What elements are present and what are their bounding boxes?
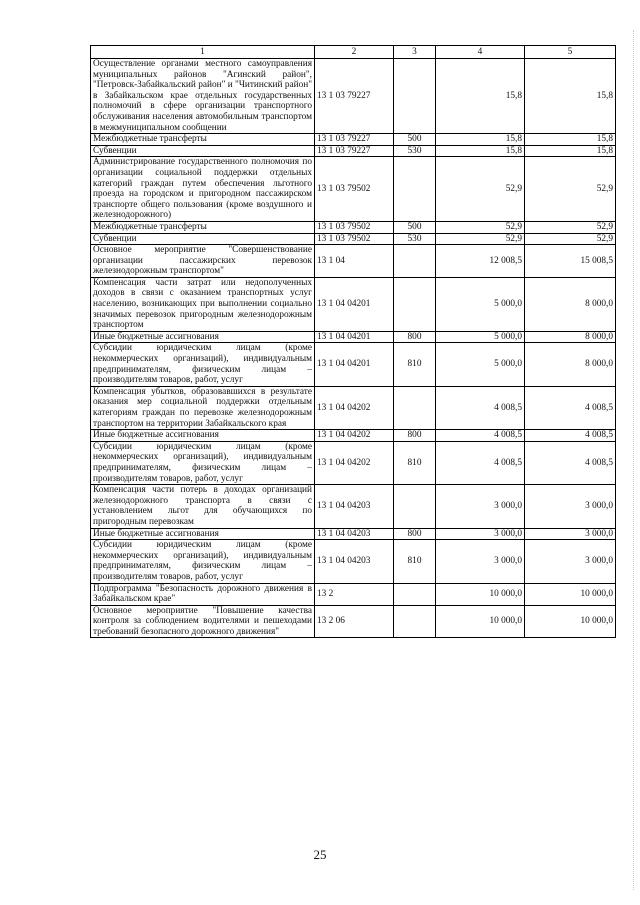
table-row <box>91 605 616 638</box>
row-type-cell: 810 <box>394 343 436 386</box>
row-name-cell: Субсидии юридическим лицам (кроме некоммерческих организаций), индивидуальным предпринимателям, физическим лицам – производителям товаров, работ, услуг <box>91 441 315 484</box>
row-type-cell: 810 <box>394 540 436 583</box>
table-row <box>91 277 616 331</box>
row-value-2020-cell: 8 000,0 <box>525 331 616 343</box>
row-type-cell: 500 <box>394 134 436 146</box>
row-code-cell: 13 1 04 04201 <box>315 343 394 386</box>
row-value-2019-cell: 10 000,0 <box>436 583 525 605</box>
row-value-2020-cell: 4 008,5 <box>525 441 616 484</box>
row-value-2019-cell: 3 000,0 <box>436 485 525 528</box>
row-code-cell: 13 1 04 04203 <box>315 528 394 540</box>
row-value-2019-cell: 3 000,0 <box>436 528 525 540</box>
header-col-5: 5 <box>525 46 616 59</box>
row-name-cell: Основное мероприятие "Повышение качества контроля за соблюдением водителями и пешеходами требований безопасного дорожного движения" <box>91 605 315 638</box>
row-value-2019-cell: 15,8 <box>436 134 525 146</box>
table-row <box>91 331 616 343</box>
header-col-2: 2 <box>315 46 394 59</box>
row-code-cell: 13 1 04 04203 <box>315 485 394 528</box>
row-value-2020-cell: 10 000,0 <box>525 605 616 638</box>
header-row <box>91 46 616 59</box>
row-code-cell: 13 1 04 04203 <box>315 540 394 583</box>
row-value-2020-cell: 52,9 <box>525 157 616 222</box>
row-name-cell: Межбюджетные трансферты <box>91 221 315 233</box>
page-number: 25 <box>313 847 327 862</box>
row-name-cell: Осуществление органами местного самоуправления муниципальных районов "Агинский район", "Петровск-Забайкальский район" и "Читинский район" в Забайкальском крае отдельных государственных полномочий в сфере организации транспортного обслуживания населения автомобильным транспортом в межмуниципальном сообщении <box>91 59 315 134</box>
row-code-cell: 13 1 04 04201 <box>315 331 394 343</box>
row-name-cell: Основное мероприятие "Совершенствование организации пассажирских перевозок железнодорожным транспортом" <box>91 245 315 278</box>
table-row <box>91 157 616 222</box>
row-code-cell: 13 1 04 <box>315 245 394 278</box>
row-type-cell: 800 <box>394 528 436 540</box>
row-name-cell: Субвенции <box>91 233 315 245</box>
header-col-4: 4 <box>436 46 525 59</box>
row-value-2020-cell: 15 008,5 <box>525 245 616 278</box>
row-name-cell: Субсидии юридическим лицам (кроме некоммерческих организаций), индивидуальным предпринимателям, физическим лицам – производителям товаров, работ, услуг <box>91 343 315 386</box>
table-row <box>91 485 616 528</box>
budget-table <box>90 45 616 638</box>
row-type-cell <box>394 157 436 222</box>
row-type-cell: 500 <box>394 221 436 233</box>
row-value-2019-cell: 15,8 <box>436 59 525 134</box>
row-code-cell: 13 1 04 04202 <box>315 386 394 429</box>
row-code-cell: 13 1 03 79502 <box>315 157 394 222</box>
row-value-2019-cell: 52,9 <box>436 221 525 233</box>
row-code-cell: 13 1 04 04202 <box>315 441 394 484</box>
table-row <box>91 441 616 484</box>
row-value-2019-cell: 4 008,5 <box>436 430 525 442</box>
row-value-2019-cell: 4 008,5 <box>436 386 525 429</box>
row-code-cell: 13 1 04 04201 <box>315 277 394 331</box>
row-name-cell: Компенсация убытков, образовавшихся в результате оказания мер социальной поддержки отдельным категориям граждан по перевозке железнодорожным транспортом на территории Забайкальского края <box>91 386 315 429</box>
table-row <box>91 233 616 245</box>
row-value-2020-cell: 10 000,0 <box>525 583 616 605</box>
table-row <box>91 245 616 278</box>
row-type-cell <box>394 605 436 638</box>
row-code-cell: 13 1 03 79227 <box>315 59 394 134</box>
table-row <box>91 221 616 233</box>
row-type-cell <box>394 277 436 331</box>
row-value-2019-cell: 5 000,0 <box>436 277 525 331</box>
row-value-2019-cell: 15,8 <box>436 145 525 157</box>
row-type-cell <box>394 386 436 429</box>
row-type-cell <box>394 485 436 528</box>
table-row <box>91 343 616 386</box>
row-name-cell: Иные бюджетные ассигнования <box>91 331 315 343</box>
row-name-cell: Межбюджетные трансферты <box>91 134 315 146</box>
row-type-cell <box>394 245 436 278</box>
row-value-2019-cell: 5 000,0 <box>436 331 525 343</box>
row-name-cell: Иные бюджетные ассигнования <box>91 430 315 442</box>
row-code-cell: 13 1 04 04202 <box>315 430 394 442</box>
table-body <box>91 59 616 638</box>
row-code-cell: 13 1 03 79502 <box>315 221 394 233</box>
row-value-2020-cell: 15,8 <box>525 134 616 146</box>
row-type-cell: 530 <box>394 145 436 157</box>
row-value-2020-cell: 3 000,0 <box>525 528 616 540</box>
row-type-cell: 810 <box>394 441 436 484</box>
row-value-2019-cell: 5 000,0 <box>436 343 525 386</box>
row-value-2020-cell: 8 000,0 <box>525 343 616 386</box>
row-value-2019-cell: 10 000,0 <box>436 605 525 638</box>
row-value-2020-cell: 15,8 <box>525 59 616 134</box>
row-code-cell: 13 1 03 79227 <box>315 145 394 157</box>
row-name-cell: Администрирование государственного полномочия по организации социальной поддержки отдельных категорий граждан путем обеспечения льготного проезда на городском и пригородном пассажирском транспорте общего пользования (кроме воздушного и железнодорожного) <box>91 157 315 222</box>
row-value-2019-cell: 12 008,5 <box>436 245 525 278</box>
row-value-2020-cell: 52,9 <box>525 221 616 233</box>
table-row <box>91 583 616 605</box>
row-name-cell: Компенсация части потерь в доходах организаций железнодорожного транспорта в связи с установлением льгот для обучающихся по пригородным перевозкам <box>91 485 315 528</box>
row-value-2020-cell: 3 000,0 <box>525 540 616 583</box>
table-row <box>91 134 616 146</box>
row-name-cell: Подпрограмма "Безопасность дорожного движения в Забайкальском крае" <box>91 583 315 605</box>
table-row <box>91 145 616 157</box>
row-name-cell: Субсидии юридическим лицам (кроме некоммерческих организаций), индивидуальным предпринимателям, физическим лицам – производителям товаров, работ, услуг <box>91 540 315 583</box>
header-col-3: 3 <box>394 46 436 59</box>
row-name-cell: Иные бюджетные ассигнования <box>91 528 315 540</box>
row-value-2019-cell: 52,9 <box>436 233 525 245</box>
row-code-cell: 13 2 <box>315 583 394 605</box>
row-type-cell <box>394 59 436 134</box>
row-code-cell: 13 2 06 <box>315 605 394 638</box>
row-name-cell: Субвенции <box>91 145 315 157</box>
row-value-2020-cell: 8 000,0 <box>525 277 616 331</box>
table-row <box>91 540 616 583</box>
row-name-cell: Компенсация части затрат или недополученных доходов в связи с оказанием транспортных услуг населению, возникающих при выполнении социально значимых перевозок пригородным железнодорожным транспортом <box>91 277 315 331</box>
row-type-cell: 530 <box>394 233 436 245</box>
row-value-2020-cell: 52,9 <box>525 233 616 245</box>
row-value-2020-cell: 3 000,0 <box>525 485 616 528</box>
scan-edge <box>632 30 634 890</box>
table-row <box>91 59 616 134</box>
row-value-2020-cell: 15,8 <box>525 145 616 157</box>
table-row <box>91 430 616 442</box>
row-value-2019-cell: 3 000,0 <box>436 540 525 583</box>
row-value-2020-cell: 4 008,5 <box>525 386 616 429</box>
row-value-2020-cell: 4 008,5 <box>525 430 616 442</box>
row-value-2019-cell: 4 008,5 <box>436 441 525 484</box>
row-value-2019-cell: 52,9 <box>436 157 525 222</box>
row-code-cell: 13 1 03 79502 <box>315 233 394 245</box>
table-row <box>91 386 616 429</box>
header-col-1: 1 <box>91 46 315 59</box>
row-type-cell <box>394 583 436 605</box>
row-type-cell: 800 <box>394 331 436 343</box>
row-code-cell: 13 1 03 79227 <box>315 134 394 146</box>
row-type-cell: 800 <box>394 430 436 442</box>
table-row <box>91 528 616 540</box>
